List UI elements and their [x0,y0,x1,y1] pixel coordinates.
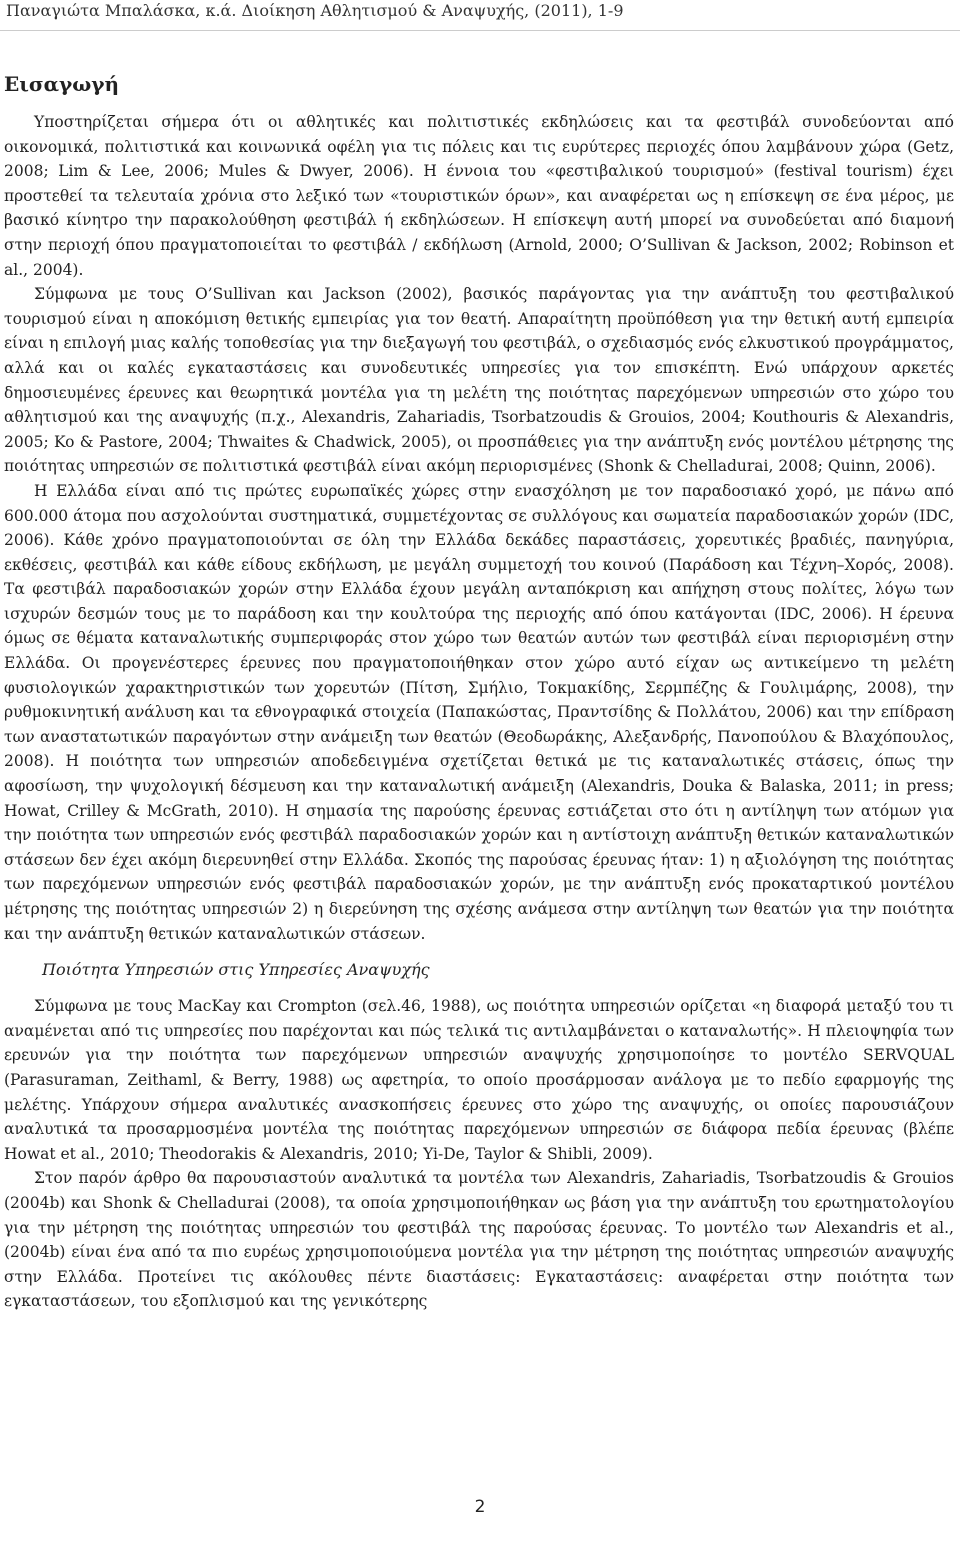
section-title: Εισαγωγή [4,72,120,96]
paragraph: Η Ελλάδα είναι από τις πρώτες ευρωπαϊκές χώρες στην ενασχόληση με τον παραδοσιακό χορό, με πάνω από 600.000 άτομα που ασχολούνται συστηματικά, συμμετέχοντας σε συλλόγους και σωματεία παραδοσιακών χορών (IDC, 2006). Κάθε χρόνο πραγματοποιούνται σε όλη την Ελλάδα δεκάδες παραστάσεις, χορευτικές βραδιές, πανηγύρια, εκθέσεις, φεστιβάλ και κάθε είδους εκδήλωση, με μεγάλη συμμετοχή του κοινού (Παράδοση και Τέχνη–Χορός, 2008). Τα φεστιβάλ παραδοσιακών χορών στην Ελλάδα έχουν μεγάλη ανταπόκριση και απήχηση στους πολίτες, λόγω των ισχυρών δεσμών τους με τo παράδοση και την κουλτούρα της περιοχής από όπου κατάγονται (IDC, 2006). Η έρευνα όμως σε θέματα καταναλωτικής συμπεριφοράς στον χώρο των θεατών αυτών των φεστιβάλ είναι περιορισμένη στην Ελλάδα. Οι προγενέστερες έρευνες που πραγματοποιήθηκαν στον χώρο αυτό είχαν ως αντικείμενο τη μελέτη φυσιολογικών χαρακτηριστικών των χορευτών (Πίτση, Σμήλιο, Τοκμακίδης, Σερμπέζης & Γουλιμάρης, 2008), την ρυθμοκινητική ανάλυση και τα εθνογραφικά στοιχεία (Παπακώστας, Πραντσίδης & Πολλάτου, 2006) και την επίδραση των αναστατωτικών παραγόντων στην ανάμειξη των θεατών (Θεοδωράκης, Αλεξανδρής, Πανοπούλου & Βλαχόπουλος, 2008). Η ποιότητα των υπηρεσιών αποδεδειγμένα σχετίζεται θετικά με τις καταναλωτικές στάσεις, όπως την αφοσίωση, την ψυχολογική δέσμευση και την καταναλωτική ανάμειξη (Alexandris, Douka & Balaska, 2011; in press; Howat, Crilley & McGrath, 2010). Η σημασία της παρούσης έρευνας εστιάζεται στο ότι η αντίληψη των ατόμων για την ποιότητα των υπηρεσιών ενός φεστιβάλ παραδοσιακών χορών και η αντίστοιχη ανάπτυξη θετικών καταναλωτικών στάσεων δεν έχει ακόμη διερευνηθεί στην Ελλάδα. Σκοπός της παρούσας έρευνας ήταν: 1) η αξιολόγηση της ποιότητας των παρεχόμενων υπηρεσιών ενός φεστιβάλ παραδοσιακών χορών, με την ανάπτυξη ενός προκαταρτικού μοντέλου μέτρησης της ποιότητας υπηρεσιών 2) η διερεύνηση της σχέσης ανάμεσα στην αντίληψη των θεατών για την ποιότητα και την ανάπτυξη θετικών καταναλωτικών στάσεων. [4,481,954,943]
paragraph: Υποστηρίζεται σήμερα ότι οι αθλητικές και πολιτιστικές εκδηλώσεις και τα φεστιβάλ συνοδεύονται από οικονομικά, πολιτιστικά και κοινωνικά οφέλη για τις πόλεις και τις ευρύτερες περιοχές όπου λαμβάνουν χώρα (Getz, 2008; Lim & Lee, 2006; Mules & Dwyer, 2006). Η έννοια του «φεστιβαλικού τουρισμού» (festival tourism) έχει προστεθεί τα τελευταία χρόνια στο λεξικό των «τουριστικών όρων», και αναφέρεται ως η επίσκεψη σε ένα μέρος, με βασικό κίνητρο την παρακολούθηση φεστιβάλ ή εκδηλώσεων. Η επίσκεψη αυτή μπορεί να συνοδεύεται από διαμονή στην περιοχή όπου πραγματοποιείται το φεστιβάλ / εκδήλωση (Arnold, 2000; O’Sullivan & Jackson, 2002; Robinson et al., 2004). [4,113,954,279]
body-text [4,110,954,1314]
header-authors: Παναγιώτα Μπαλάσκα, κ.ά. [6,1,237,20]
running-header [6,0,624,22]
header-journal: Διοίκηση Αθλητισμού & Αναψυχής, (2011), 1-9 [241,1,624,20]
paragraph: Σύμφωνα με τους O’Sullivan και Jackson (2002), βασικός παράγοντας για την ανάπτυξη του φεστιβαλικού τουρισμού είναι η αποκόμιση θετικής εμπειρίας για τον θεατή. Απαραίτητη προϋπόθεση για την θετική αυτή εμπειρία είναι η επιλογή μιας καλής τοποθεσίας για την διεξαγωγή του φεστιβάλ, ο σχεδιασμός ενός ελκυστικού προγράμματος, αλλά και οι καλές εγκαταστάσεις και συνοδευτικές υπηρεσίες για τον επισκέπτη. Ενώ υπάρχουν αρκετές δημοσιευμένες έρευνες και θεωρητικά μοντέλα για τη μελέτη της ποιότητας παρεχόμενων υπηρεσιών στο χώρο του αθλητισμού και της αναψυχής (π.χ., Alexandris, Zahariadis, Tsorbatzoudis & Grouios, 2004; Kouthouris & Alexandris, 2005; Ko & Pastore, 2004; Thwaites & Chadwick, 2005), οι προσπάθειες για την ανάπτυξη ενός μοντέλου μέτρησης της ποιότητας υπηρεσιών σε πολιτιστικά φεστιβάλ είναι ακόμη περιορισμένες (Shonk & Chelladurai, 2008; Quinn, 2006). [4,285,954,476]
paragraph: Σύμφωνα με τους MacKay και Crompton (σελ.46, 1988), ως ποιότητα υπηρεσιών ορίζεται «η διαφορά μεταξύ του τι αναμένεται από τις υπηρεσίες που παρέχονται και πώς τελικά τις αντιλαμβάνεται ο καταναλωτής». Η πλειοψηφία των ερευνών για την ποιότητα των παρεχόμενων υπηρεσιών αναψυχής χρησιμοποίησε το μοντέλο SERVQUAL (Parasuraman, Zeithaml, & Berry, 1988) ως αφετηρία, το οποίο προσάρμοσαν ανάλογα με το πεδίο εφαρμογής της μελέτης. Υπάρχουν σήμερα αναλυτικές ανασκοπήσεις έρευνες στο χώρο της αναψυχής, οι οποίες παρουσιάζουν αναλυτικά τα προσαρμοσμένα μοντέλα της ποιότητας παρεχόμενων υπηρεσιών σε διάφορα πεδία έρευνας (βλέπε Howat et al., 2010; Theodorakis & Alexandris, 2010; Yi-De, Taylor & Shibli, 2009). [4,997,954,1163]
paragraph: Στον παρόν άρθρο θα παρουσιαστούν αναλυτικά τα μοντέλα των Alexandris, Zahariadis, Tsorbatzoudis & Grouios (2004b) και Shonk & Chelladurai (2008), τα οποία χρησιμοποιήθηκαν ως βάση για την ανάπτυξη του ερωτηματολογίου για την μέτρηση της ποιότητας υπηρεσιών του φεστιβάλ της παρούσας έρευνας. Το μοντέλο των Alexandris et al., (2004b) είναι ένα από τα πιο ευρέως χρησιμοποιούμενα μοντέλα για την μέτρηση της ποιότητας υπηρεσιών αναψυχής στην Ελλάδα. Προτείνει τις ακόλουθες πέντε διαστάσεις: Εγκαταστάσεις: αναφέρεται στην ποιότητα των εγκαταστάσεων, του εξοπλισμού και της γενικότερης [4,1169,954,1311]
subheading: Ποιότητα Υπηρεσιών στις Υπηρεσίες Αναψυχής [42,960,430,980]
page-number: 2 [474,1497,486,1517]
header-rule [0,30,960,31]
